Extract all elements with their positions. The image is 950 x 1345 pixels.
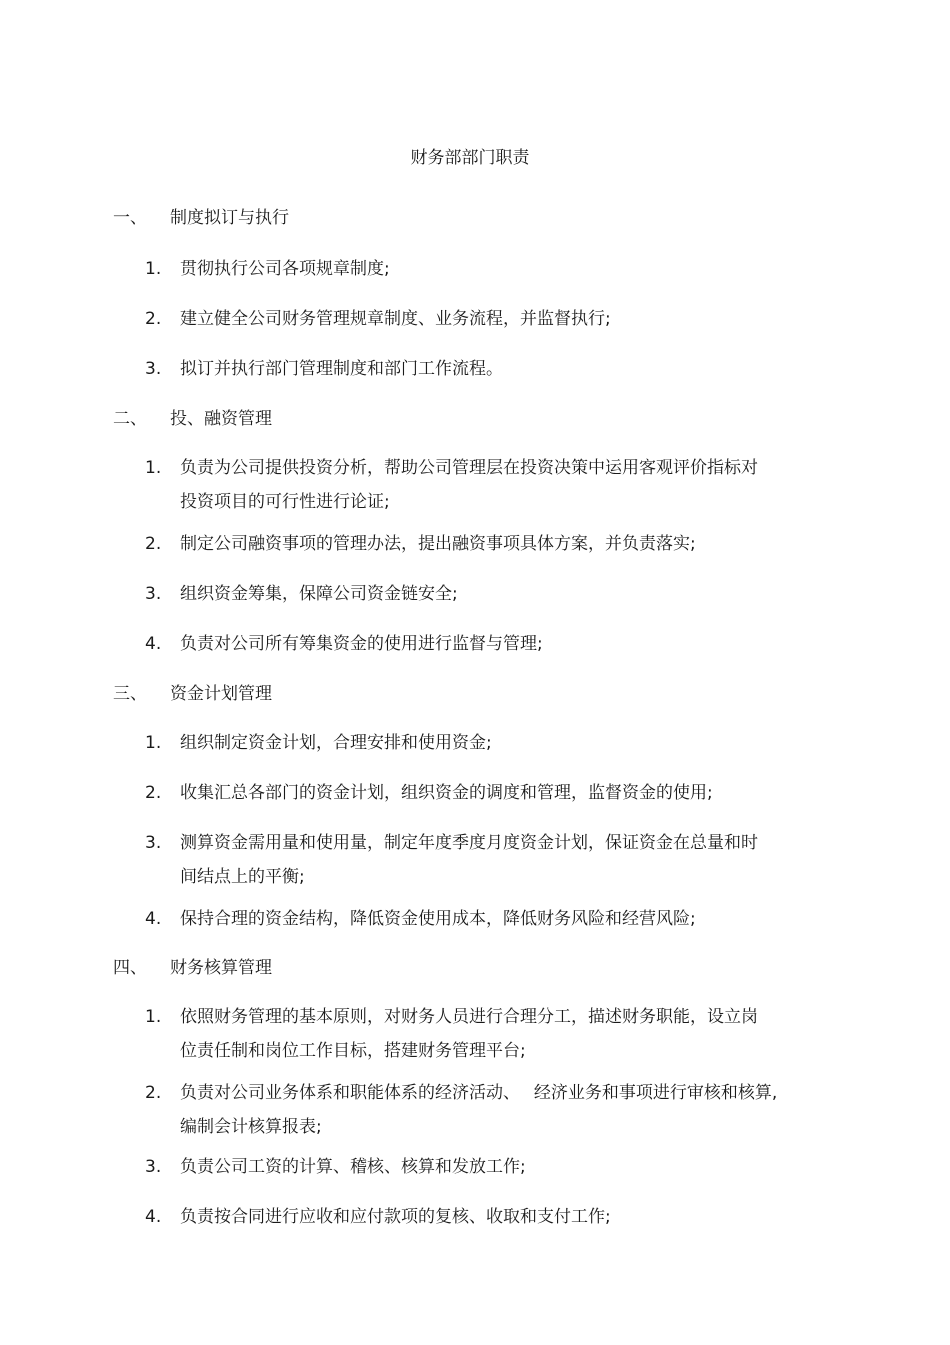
list-item-text: 组织资金筹集，保障公司资金链安全;	[180, 584, 458, 604]
list-item	[145, 451, 835, 519]
list-item-number: 2.	[145, 1083, 162, 1103]
list-item	[145, 1000, 835, 1068]
list-item	[145, 776, 835, 810]
list-item-text: 依照财务管理的基本原则，对财务人员进行合理分工，描述财务职能，设立岗	[180, 1007, 758, 1027]
list-item-number: 4.	[145, 634, 162, 654]
list-item-text: 编制会计核算报表;	[180, 1117, 322, 1137]
list-item-text: 位责任制和岗位工作目标，搭建财务管理平台;	[180, 1041, 526, 1061]
section-title: 制度拟订与执行	[170, 208, 289, 228]
list-item-text: 收集汇总各部门的资金计划，组织资金的调度和管理，监督资金的使用;	[180, 783, 713, 803]
section-heading	[113, 956, 272, 980]
list-item	[145, 726, 835, 760]
section-title: 财务核算管理	[170, 958, 272, 978]
section-number: 四、	[113, 958, 147, 978]
list-item-text: 负责为公司提供投资分析，帮助公司管理层在投资决策中运用客观评价指标对	[180, 458, 758, 478]
list-item-text: 投资项目的可行性进行论证;	[180, 492, 390, 512]
page-title: 财务部部门职责	[410, 148, 530, 168]
section-number: 二、	[113, 409, 147, 429]
list-item	[145, 577, 835, 611]
list-item-text: 保持合理的资金结构，降低资金使用成本，降低财务风险和经营风险;	[180, 909, 696, 929]
list-item-number: 1.	[145, 458, 162, 478]
list-item-text: 建立健全公司财务管理规章制度、业务流程，并监督执行;	[180, 309, 611, 329]
list-item	[145, 527, 835, 561]
list-item-number: 3.	[145, 833, 162, 853]
section-title: 资金计划管理	[170, 684, 272, 704]
list-item	[145, 902, 835, 936]
list-item	[145, 252, 835, 286]
section-heading	[113, 206, 289, 230]
list-item	[145, 1150, 835, 1184]
list-item-number: 2.	[145, 534, 162, 554]
list-item-text: 负责按合同进行应收和应付款项的复核、收取和支付工作;	[180, 1207, 611, 1227]
list-item-text: 负责对公司业务体系和职能体系的经济活动、 经济业务和事项进行审核和核算,	[180, 1083, 778, 1103]
list-item-number: 1.	[145, 1007, 162, 1027]
section-heading	[113, 407, 272, 431]
list-item-number: 4.	[145, 909, 162, 929]
list-item	[145, 826, 835, 894]
list-item-text: 组织制定资金计划，合理安排和使用资金;	[180, 733, 492, 753]
section-number: 三、	[113, 684, 147, 704]
section-number: 一、	[113, 208, 147, 228]
list-item-number: 2.	[145, 783, 162, 803]
list-item	[145, 1076, 835, 1144]
list-item-number: 1.	[145, 733, 162, 753]
list-item	[145, 627, 835, 661]
list-item	[145, 352, 835, 386]
list-item-number: 3.	[145, 1157, 162, 1177]
list-item-text: 负责公司工资的计算、稽核、核算和发放工作;	[180, 1157, 526, 1177]
list-item-number: 4.	[145, 1207, 162, 1227]
list-item-number: 3.	[145, 359, 162, 379]
list-item	[145, 302, 835, 336]
list-item-text: 间结点上的平衡;	[180, 867, 305, 887]
section-title: 投、融资管理	[170, 409, 272, 429]
list-item-text: 负责对公司所有筹集资金的使用进行监督与管理;	[180, 634, 543, 654]
list-item-text: 拟订并执行部门管理制度和部门工作流程。	[180, 359, 503, 379]
list-item	[145, 1200, 835, 1234]
list-item-text: 贯彻执行公司各项规章制度;	[180, 259, 390, 279]
list-item-number: 2.	[145, 309, 162, 329]
list-item-number: 1.	[145, 259, 162, 279]
list-item-text: 制定公司融资事项的管理办法，提出融资事项具体方案，并负责落实;	[180, 534, 696, 554]
list-item-number: 3.	[145, 584, 162, 604]
list-item-text: 测算资金需用量和使用量，制定年度季度月度资金计划，保证资金在总量和时	[180, 833, 758, 853]
section-heading	[113, 682, 272, 706]
